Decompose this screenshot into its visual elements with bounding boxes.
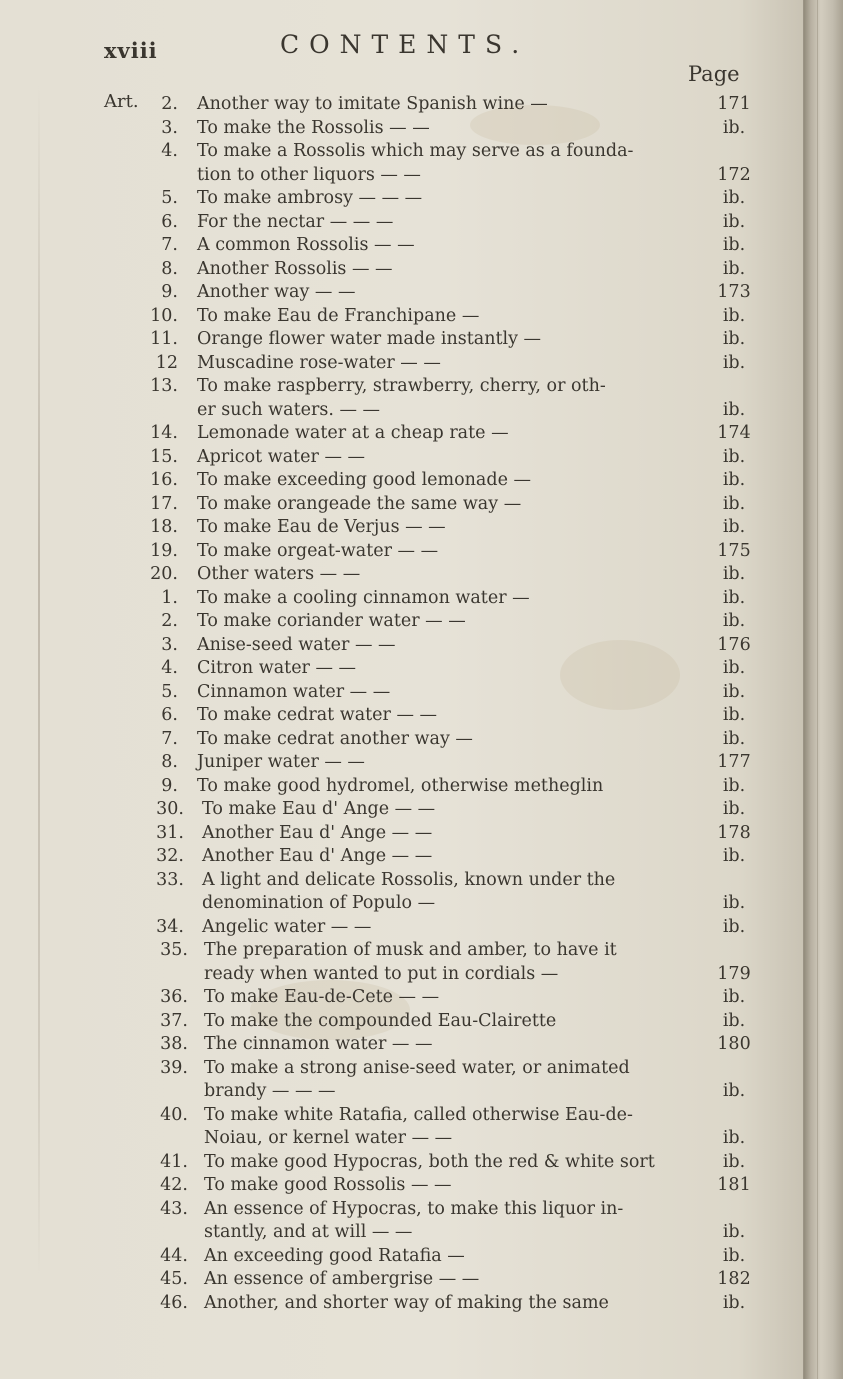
entry-page: ib.	[722, 1292, 746, 1313]
entry-number: 34.	[156, 916, 184, 937]
entry-page: 177	[717, 752, 751, 772]
entry-text: Other waters — —	[197, 564, 361, 584]
entry-number: 43.	[160, 1198, 188, 1219]
contents-entry	[0, 305, 803, 329]
entry-number: 13.	[150, 376, 178, 396]
entry-number: 4.	[161, 658, 178, 678]
entry-number: 7.	[161, 728, 178, 749]
entry-text: To make ambrosy — — —	[197, 188, 423, 208]
entry-text: ready when wanted to put in cordials —	[204, 963, 559, 984]
entry-page: ib.	[722, 916, 746, 937]
entry-text: To make good Hypocras, both the red & white sort	[204, 1151, 655, 1172]
entry-text: To make orgeat-water — —	[197, 540, 439, 561]
entry-page: 172	[717, 164, 751, 185]
entry-page: ib.	[722, 893, 746, 913]
contents-entry	[0, 634, 803, 658]
entry-number: 40.	[160, 1104, 188, 1125]
entry-number: 41.	[160, 1151, 188, 1172]
entry-page: 179	[717, 963, 751, 984]
contents-entry	[0, 469, 803, 493]
entry-text: Another way — —	[197, 282, 356, 302]
contents-entry	[0, 281, 803, 305]
contents-entry	[0, 798, 803, 822]
entry-text: An essence of ambergrise — —	[204, 1269, 480, 1289]
entry-number: 5.	[161, 681, 178, 702]
entry-page: 178	[717, 822, 751, 843]
entry-text: brandy — — —	[204, 1081, 336, 1101]
entry-text: The preparation of musk and amber, to have it	[204, 940, 617, 960]
entry-page: 173	[717, 282, 751, 302]
contents-entry	[0, 493, 803, 517]
contents-entry	[0, 1151, 803, 1175]
entry-text: To make Eau de Verjus — —	[197, 517, 446, 537]
entry-text: To make Eau-de-Cete — —	[204, 987, 440, 1007]
entry-text: Noiau, or kernel water — —	[204, 1128, 453, 1148]
entry-page: 171	[717, 94, 751, 114]
entry-number: 39.	[160, 1057, 188, 1078]
contents-entry	[0, 1174, 803, 1198]
entry-number: 44.	[160, 1245, 188, 1266]
entry-page: ib.	[722, 987, 746, 1007]
entry-page: ib.	[722, 329, 746, 349]
entry-text: To make a strong anise-seed water, or animated	[204, 1057, 630, 1078]
book-fore-edge	[803, 0, 843, 1379]
entry-text: A light and delicate Rossolis, known under the	[202, 869, 616, 890]
contents-entry	[0, 657, 803, 681]
entry-number: 30.	[156, 799, 184, 819]
entry-text: To make coriander water — —	[197, 611, 466, 631]
contents-entry	[0, 516, 803, 540]
entry-page: ib.	[722, 611, 746, 631]
entry-number: 15.	[150, 446, 178, 467]
entry-number: 16.	[150, 470, 178, 490]
entry-text: To make good Rossolis — —	[204, 1175, 452, 1195]
contents-entry	[0, 1010, 803, 1034]
contents-entry	[0, 540, 803, 564]
page-edge-line	[803, 0, 804, 1379]
entry-text: To make a Rossolis which may serve as a founda-	[197, 141, 634, 161]
entry-text: tion to other liquors — —	[197, 164, 421, 185]
page-column-label: Page	[688, 62, 740, 86]
entry-number: 37.	[160, 1010, 188, 1031]
contents-entry	[0, 422, 803, 446]
entry-number: 6.	[161, 705, 178, 725]
entry-number: 32.	[156, 846, 184, 866]
entry-number: 4.	[161, 141, 178, 161]
contents-entry	[0, 1292, 803, 1316]
entry-text: To make good hydromel, otherwise metheglin	[197, 775, 604, 796]
entry-text: To make orangeade the same way —	[197, 493, 522, 514]
entry-number: 1.	[161, 587, 178, 608]
contents-entry	[0, 775, 803, 799]
entry-text: To make a cooling cinnamon water —	[197, 587, 530, 608]
entry-number: 3.	[161, 117, 178, 138]
entry-text: To make exceeding good lemonade —	[197, 470, 531, 490]
entry-text: A common Rossolis — —	[197, 235, 415, 255]
entry-page: ib.	[722, 188, 746, 208]
entry-number: 36.	[160, 987, 188, 1007]
entry-text: To make the Rossolis — —	[197, 117, 430, 138]
contents-entry	[0, 681, 803, 705]
entry-text: Another Rossolis — —	[197, 258, 393, 279]
entry-number: 9.	[161, 775, 178, 796]
entry-number: 42.	[160, 1175, 188, 1195]
entry-number: 11.	[150, 329, 178, 349]
entry-text: Another Eau d' Ange — —	[202, 822, 433, 843]
entry-text: Orange flower water made instantly —	[197, 329, 542, 349]
entry-number: 46.	[160, 1292, 188, 1313]
entry-page: ib.	[722, 564, 746, 584]
contents-entry	[0, 1033, 803, 1057]
entry-number: 10.	[150, 305, 178, 326]
contents-entry	[0, 822, 803, 846]
entry-text: Another way to imitate Spanish wine —	[197, 94, 548, 114]
entry-number: 19.	[150, 540, 178, 561]
entry-page: ib.	[722, 352, 746, 373]
contents-entry	[0, 187, 803, 211]
entry-number: 17.	[150, 493, 178, 514]
entry-number: 14.	[150, 423, 178, 443]
entry-page: ib.	[722, 658, 746, 678]
entry-text: er such waters. — —	[197, 399, 381, 420]
entry-text: Apricot water — —	[197, 446, 366, 467]
entry-page: 174	[717, 423, 751, 443]
contents-entry	[0, 1245, 803, 1269]
entry-page: ib.	[722, 1081, 746, 1101]
entry-page: ib.	[722, 799, 746, 819]
entry-page: ib.	[722, 305, 746, 326]
entry-page: ib.	[722, 1151, 746, 1172]
entry-text: Muscadine rose-water — —	[197, 352, 441, 373]
contents-entry	[0, 234, 803, 258]
entry-page: 181	[717, 1175, 751, 1195]
contents-entry	[0, 916, 803, 940]
contents-entry	[0, 117, 803, 141]
contents-entry	[0, 704, 803, 728]
entry-number: 35.	[160, 940, 188, 960]
entry-text: To make the compounded Eau-Clairette	[204, 1010, 557, 1031]
article-label: Art.	[104, 91, 139, 112]
entry-page: 176	[717, 634, 751, 655]
entry-page: 175	[717, 540, 751, 561]
entry-text: Cinnamon water — —	[197, 681, 391, 702]
entry-page: ib.	[722, 211, 746, 232]
entry-text: To make Eau d' Ange — —	[202, 799, 436, 819]
entry-text: For the nectar — — —	[197, 211, 394, 232]
contents-entry	[0, 328, 803, 352]
entry-text: To make white Ratafia, called otherwise Eau-de-	[204, 1104, 633, 1125]
entry-page: ib.	[722, 493, 746, 514]
entry-number: 33.	[156, 869, 184, 890]
entry-page: ib.	[722, 1222, 746, 1242]
entry-page: ib.	[722, 728, 746, 749]
contents-entry	[0, 1057, 803, 1104]
entry-number: 8.	[161, 752, 178, 772]
page-edge-line	[817, 0, 818, 1379]
contents-entry	[0, 728, 803, 752]
contents-entry	[0, 587, 803, 611]
entry-text: To make cedrat water — —	[197, 705, 438, 725]
entry-page: 180	[717, 1034, 751, 1054]
entry-text: An exceeding good Ratafia —	[204, 1245, 465, 1266]
contents-entry	[0, 140, 803, 187]
contents-entry	[0, 1104, 803, 1151]
entry-number: 6.	[161, 211, 178, 232]
entry-number: 18.	[150, 517, 178, 537]
entry-number: 31.	[156, 822, 184, 843]
entry-number: 8.	[161, 258, 178, 279]
entry-page: ib.	[722, 846, 746, 866]
entry-text: Juniper water — —	[197, 752, 365, 772]
entry-page: ib.	[722, 681, 746, 702]
entry-page: 182	[717, 1269, 751, 1289]
page-title: CONTENTS.	[280, 30, 530, 59]
entry-page: ib.	[722, 1128, 746, 1148]
entry-page: ib.	[722, 517, 746, 537]
entry-text: Anise-seed water — —	[197, 634, 396, 655]
entry-text: An essence of Hypocras, to make this liquor in-	[204, 1198, 624, 1219]
entry-page: ib.	[722, 117, 746, 138]
entry-page: ib.	[722, 1010, 746, 1031]
entry-text: To make raspberry, strawberry, cherry, or oth-	[197, 376, 606, 396]
contents-entry	[0, 352, 803, 376]
entry-number: 12	[155, 352, 178, 373]
contents-entry	[0, 939, 803, 986]
entry-number: 5.	[161, 188, 178, 208]
contents-entry	[0, 610, 803, 634]
entry-text: Another Eau d' Ange — —	[202, 846, 433, 866]
contents-entry	[0, 1198, 803, 1245]
page-number: xviii	[104, 38, 158, 63]
entry-number: 20.	[150, 564, 178, 584]
entry-text: stantly, and at will — —	[204, 1222, 413, 1242]
entry-number: 3.	[161, 634, 178, 655]
entry-number: 45.	[160, 1269, 188, 1289]
entry-text: The cinnamon water — —	[204, 1034, 433, 1054]
entry-page: ib.	[722, 258, 746, 279]
entry-page: ib.	[722, 587, 746, 608]
entry-text: Citron water — —	[197, 658, 357, 678]
entry-page: ib.	[722, 470, 746, 490]
entry-text: Another, and shorter way of making the same	[204, 1292, 609, 1313]
entry-page: ib.	[722, 446, 746, 467]
contents-entry	[0, 869, 803, 916]
contents-entry	[0, 93, 803, 117]
contents-entry	[0, 986, 803, 1010]
entry-text: To make Eau de Franchipane —	[197, 305, 480, 326]
entry-number: 9.	[161, 282, 178, 302]
entry-number: 2.	[161, 94, 178, 114]
entry-number: 38.	[160, 1034, 188, 1054]
entry-text: Angelic water — —	[202, 916, 372, 937]
entry-text: Lemonade water at a cheap rate —	[197, 423, 509, 443]
contents-entry	[0, 563, 803, 587]
entry-number: 7.	[161, 235, 178, 255]
contents-entry	[0, 1268, 803, 1292]
entry-text: To make cedrat another way —	[197, 728, 473, 749]
entry-page: ib.	[722, 1245, 746, 1266]
contents-entry	[0, 211, 803, 235]
contents-entry	[0, 845, 803, 869]
contents-entry	[0, 751, 803, 775]
contents-entry	[0, 258, 803, 282]
entry-page: ib.	[722, 399, 746, 420]
entry-text: denomination of Populo —	[202, 893, 436, 913]
contents-entry	[0, 375, 803, 422]
entry-page: ib.	[722, 775, 746, 796]
contents-entry	[0, 446, 803, 470]
entry-page: ib.	[722, 705, 746, 725]
entry-page: ib.	[722, 235, 746, 255]
entry-number: 2.	[161, 611, 178, 631]
